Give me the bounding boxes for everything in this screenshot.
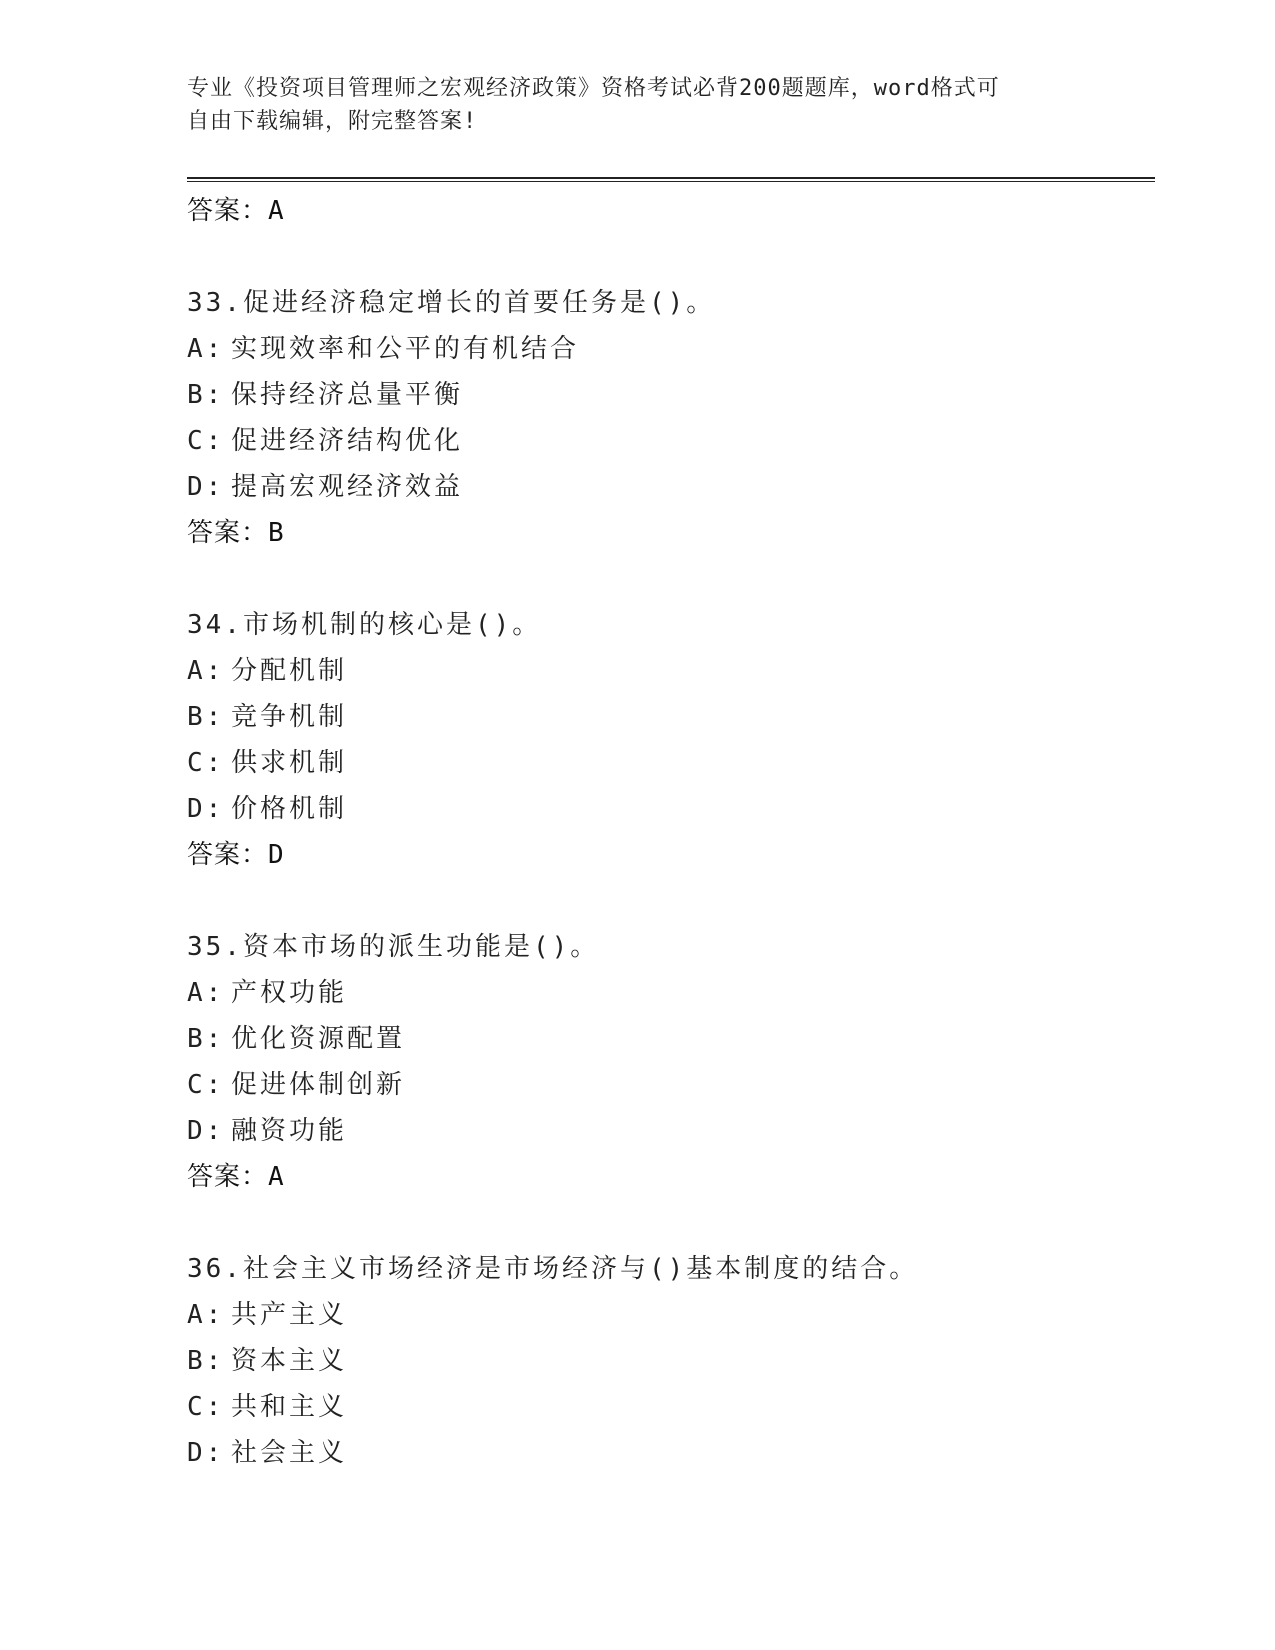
answer-label: 答案： <box>187 1162 269 1192</box>
option-text: 社会主义 <box>231 1438 348 1468</box>
option-b <box>187 1338 1155 1384</box>
previous-answer <box>187 188 1155 234</box>
answer-label: 答案： <box>187 196 269 226</box>
question-stem: 36.社会主义市场经济是市场经济与()基本制度的结合。 <box>187 1254 919 1284</box>
option-key: C: <box>187 426 225 456</box>
option-b <box>187 372 1155 418</box>
option-d <box>187 786 1155 832</box>
answer-line <box>187 510 1155 556</box>
question-stem: 34.市场机制的核心是()。 <box>187 610 542 640</box>
option-text: 价格机制 <box>231 794 348 824</box>
answer-value: A <box>268 196 285 226</box>
question-stem: 33.促进经济稳定增长的首要任务是()。 <box>187 288 716 318</box>
question-33 <box>187 280 1155 556</box>
option-c <box>187 1062 1155 1108</box>
option-key: A: <box>187 656 225 686</box>
header-line-1: 专业《投资项目管理师之宏观经济政策》资格考试必背200题题库，word格式可 <box>187 76 1000 101</box>
option-key: B: <box>187 1346 225 1376</box>
option-text: 分配机制 <box>231 656 348 686</box>
header-divider <box>187 177 1155 182</box>
option-key: B: <box>187 380 225 410</box>
option-text: 促进体制创新 <box>231 1070 406 1100</box>
question-36 <box>187 1246 1155 1476</box>
option-b <box>187 694 1155 740</box>
option-key: C: <box>187 1392 225 1422</box>
option-text: 促进经济结构优化 <box>231 426 464 456</box>
option-key: A: <box>187 1300 225 1330</box>
option-text: 保持经济总量平衡 <box>231 380 464 410</box>
answer-label: 答案： <box>187 518 269 548</box>
option-text: 产权功能 <box>231 978 348 1008</box>
option-key: B: <box>187 702 225 732</box>
option-text: 资本主义 <box>231 1346 348 1376</box>
option-key: A: <box>187 334 225 364</box>
answer-value: B <box>268 518 285 548</box>
option-text: 共和主义 <box>231 1392 348 1422</box>
option-a <box>187 648 1155 694</box>
option-key: B: <box>187 1024 225 1054</box>
option-key: A: <box>187 978 225 1008</box>
option-text: 优化资源配置 <box>231 1024 406 1054</box>
option-c <box>187 418 1155 464</box>
option-text: 提高宏观经济效益 <box>231 472 464 502</box>
question-list <box>187 188 1155 1476</box>
answer-value: D <box>268 840 285 870</box>
option-key: D: <box>187 1438 225 1468</box>
answer-line <box>187 832 1155 878</box>
option-key: C: <box>187 748 225 778</box>
option-a <box>187 1292 1155 1338</box>
option-text: 供求机制 <box>231 748 348 778</box>
answer-value: A <box>268 1162 285 1192</box>
option-key: D: <box>187 472 225 502</box>
option-a <box>187 970 1155 1016</box>
option-d <box>187 1108 1155 1154</box>
answer-label: 答案： <box>187 840 269 870</box>
question-34 <box>187 602 1155 878</box>
header-line-2: 自由下载编辑，附完整答案! <box>187 109 478 134</box>
option-key: D: <box>187 794 225 824</box>
option-d <box>187 464 1155 510</box>
option-b <box>187 1016 1155 1062</box>
document-header <box>187 72 1067 138</box>
option-text: 共产主义 <box>231 1300 348 1330</box>
question-stem: 35.资本市场的派生功能是()。 <box>187 932 600 962</box>
option-key: D: <box>187 1116 225 1146</box>
option-text: 竞争机制 <box>231 702 348 732</box>
option-c <box>187 740 1155 786</box>
option-text: 实现效率和公平的有机结合 <box>231 334 580 364</box>
option-key: C: <box>187 1070 225 1100</box>
option-a <box>187 326 1155 372</box>
option-text: 融资功能 <box>231 1116 348 1146</box>
option-c <box>187 1384 1155 1430</box>
question-35 <box>187 924 1155 1200</box>
answer-line <box>187 1154 1155 1200</box>
option-d <box>187 1430 1155 1476</box>
